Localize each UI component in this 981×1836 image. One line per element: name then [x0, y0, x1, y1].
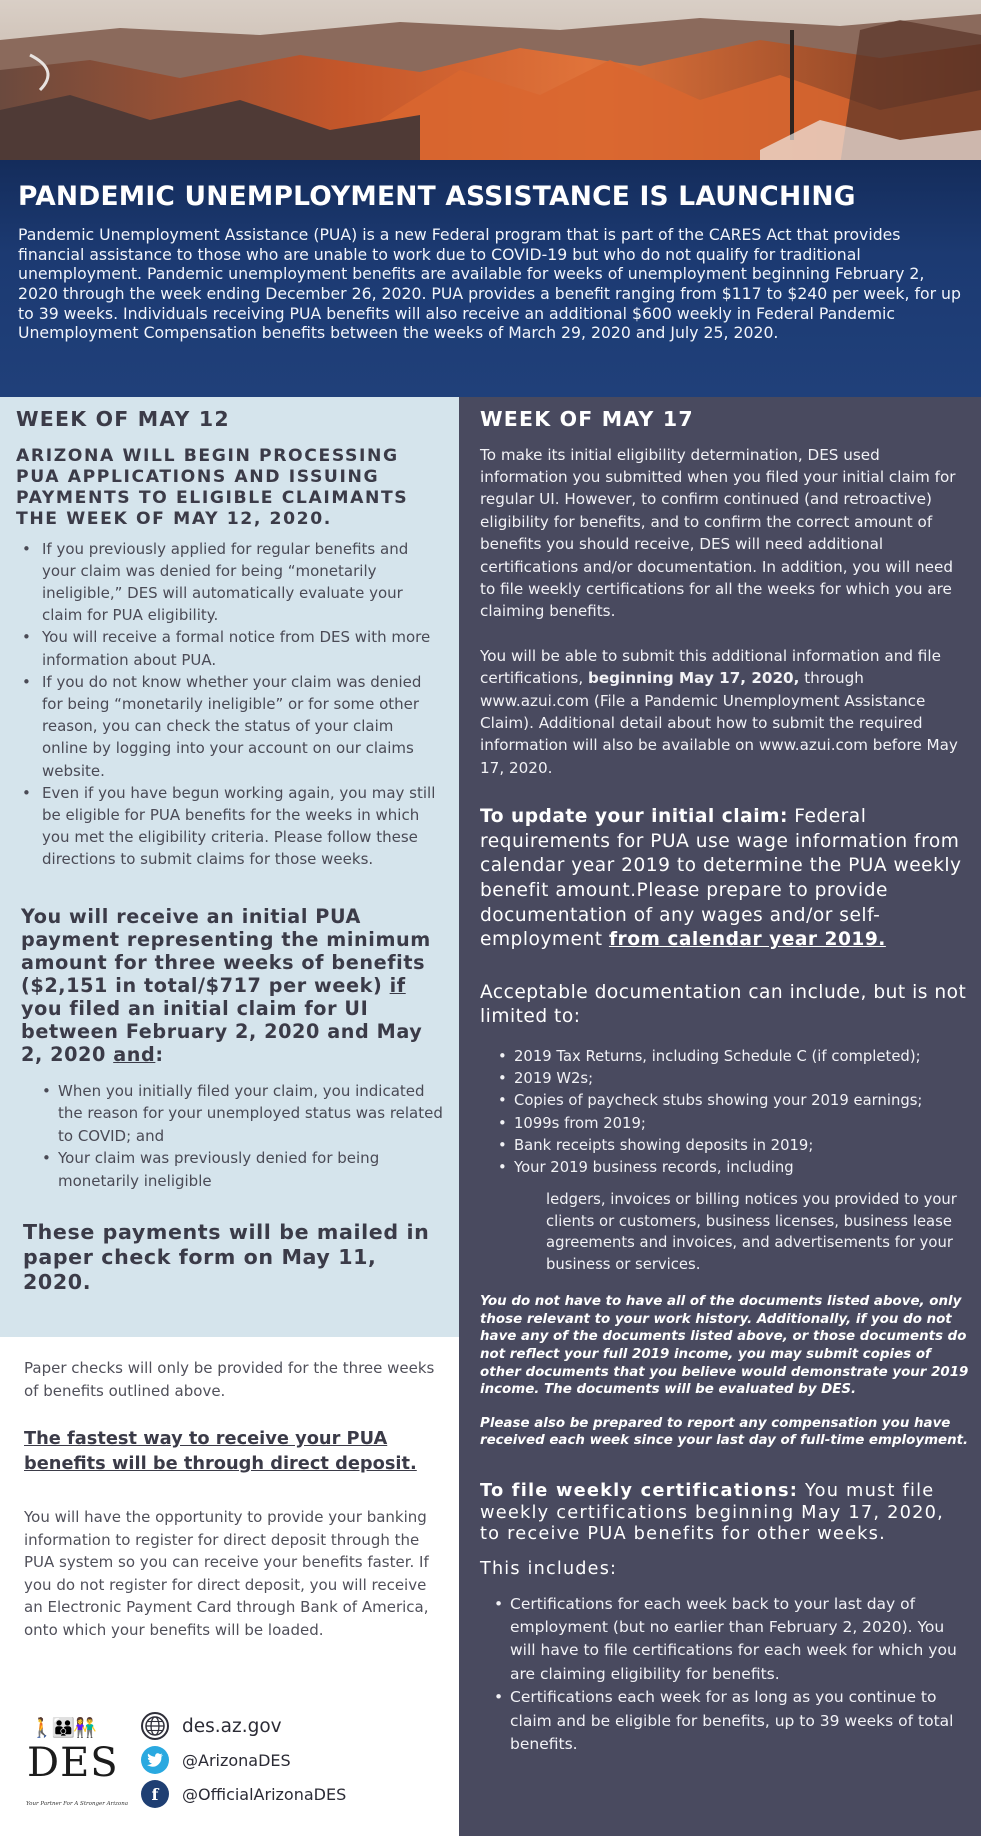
left-shaded-panel	[0, 397, 459, 1337]
submit-info-text-2: through www.azui.com (File a Pandemic Unemployment Assistance Claim). Additional detail about how to submit the required information will also be available on www.azui.com before May 17, 2020.	[480, 669, 958, 777]
business-records-detail: ledgers, invoices or billing notices you provided to your clients or customers, business licenses, business lease agreements and invoices, and advertisements for your business or services.	[546, 1191, 957, 1273]
direct-deposit-heading: The fastest way to receive your PUA benefits will be through direct deposit.	[24, 1428, 417, 1474]
list-item: • Certifications for each week back to your last day of employment (but no earlier than February 2, 2020). You will have to file certifications for each week for which you are claiming eligibility for benefits.	[494, 1593, 969, 1687]
update-claim-underlined: from calendar year 2019.	[608, 929, 886, 951]
documents-list	[494, 1046, 969, 1179]
list-item: • 2019 W2s;	[494, 1068, 969, 1090]
direct-deposit-paragraph: You will have the opportunity to provide your banking information to register for direct deposit through the PUA system so you can receive your benefits faster. If you do not register for direct deposit, you will receive an Electronic Payment Card through Bank of America, onto which your benefits will be loaded.	[24, 1508, 429, 1639]
list-item: • Certifications each week for as long as you continue to claim and be eligible for benefits, up to 39 weeks of total benefits.	[494, 1686, 969, 1756]
globe-icon	[141, 1712, 169, 1740]
update-claim-label: To update your initial claim:	[480, 806, 788, 828]
mailed-statement: These payments will be mailed in paper check form on May 11, 2020.	[23, 1220, 430, 1295]
des-logo	[24, 1717, 129, 1809]
facebook-link[interactable]	[141, 1777, 346, 1811]
list-item: • Bank receipts showing deposits in 2019;	[494, 1135, 969, 1157]
weekly-certifications-label: To file weekly certifications:	[480, 1480, 799, 1501]
twitter-icon	[141, 1746, 169, 1774]
acceptable-docs-heading: Acceptable documentation can include, but is not limited to:	[480, 981, 967, 1028]
payment-colon: :	[155, 1042, 164, 1066]
payment-text-1: You will receive an initial PUA payment representing the minimum amount for three weeks of benefits ($2,151 in total/$717 per week)	[21, 904, 431, 997]
twitter-link[interactable]	[141, 1743, 346, 1777]
family-figures-icon: 🚶👪👫	[30, 1717, 95, 1739]
documents-note: You do not have to have all of the documents listed above, only those relevant to your work history. Additionally, if you do not have any of the documents listed above, or those documents do not reflect your full 2019 income, you may submit copies of other documents that you believe would demonstrate your 2019 income. The documents will be evaluated by DES.	[480, 1294, 969, 1398]
weekly-certifications-section	[480, 1480, 969, 1545]
eligibility-determination-paragraph: To make its initial eligibility determination, DES used information you submitted when you filed your initial claim for regular UI. However, to confirm continued (and retroactive) eligibility for benefits, and to confirm the correct amount of benefits you should receive, DES will need additional certifications and/or documentation. In addition, you will need to file weekly certifications for all the weeks for which you are claiming benefits.	[480, 445, 956, 621]
payment-text-2: you filed an initial claim for UI between February 2, 2020 and May 2, 2020	[21, 996, 423, 1066]
list-item: • You will receive a formal notice from DES with more information about PUA.	[16, 626, 443, 670]
compensation-note: Please also be prepared to report any compensation you have received each week since your last day of full-time employment.	[480, 1415, 969, 1449]
website-link[interactable]	[141, 1709, 346, 1743]
list-item: • Copies of paycheck stubs showing your 2019 earnings;	[494, 1090, 969, 1112]
weekly-certifications-text: You must file weekly certifications beginning May 17, 2020, to receive PUA benefits for other weeks.	[480, 1480, 945, 1544]
left-column	[0, 397, 459, 1641]
submit-info-text-1: You will be able to submit this additional information and file certifications,	[480, 646, 941, 688]
list-item: • Your claim was previously denied for being monetarily ineligible	[36, 1147, 443, 1192]
twitter-handle: @ArizonaDES	[182, 1750, 291, 1770]
paper-checks-note: Paper checks will only be provided for the three weeks of benefits outlined above.	[24, 1359, 435, 1400]
intro-paragraph: Pandemic Unemployment Assistance (PUA) is a new Federal program that is part of the CARES Act that provides financial assistance to those who are unable to work due to COVID-19 but who do not qualify for traditional unemployment. Pandemic unemployment benefits are available for weeks of unemployment beginning February 2, 2020 through the week ending December 26, 2020. PUA provides a benefit ranging from $117 to $240 per week, for up to 39 weeks. Individuals receiving PUA benefits will also receive an additional $600 weekly in Federal Pandemic Unemployment Compensation benefits between the weeks of March 29, 2020 and July 25, 2020.	[18, 225, 961, 343]
list-item: • If you do not know whether your claim was denied for being “monetarily ineligible” or for some other reason, you can check the status of your claim online by logging into your account on our claims website.	[16, 671, 443, 782]
list-item: • When you initially filed your claim, you indicated the reason for your unemployed status was related to COVID; and	[36, 1080, 443, 1148]
facebook-handle: @OfficialArizonaDES	[182, 1784, 347, 1804]
payment-if-underlined: if	[389, 973, 406, 997]
initial-payment-statement	[21, 905, 443, 1066]
week-may-12-heading: WEEK OF MAY 12	[16, 407, 230, 431]
hero-canyon-photo	[0, 0, 981, 165]
contact-links	[141, 1709, 346, 1811]
list-item: • If you previously applied for regular benefits and your claim was denied for being “monetarily ineligible,” DES will automatically evaluate your claim for PUA eligibility.	[16, 538, 443, 627]
update-claim-text: Federal requirements for PUA use wage information from calendar year 2019 to determine the PUA weekly benefit amount.Please prepare to provide documentation of any wages and/or self-employment	[480, 806, 962, 951]
website-text: des.az.gov	[182, 1715, 282, 1737]
submit-info-date: beginning May 17, 2020,	[588, 669, 800, 688]
facebook-icon: f	[141, 1780, 169, 1808]
header-banner	[0, 160, 981, 397]
payment-conditions-list	[36, 1080, 443, 1193]
processing-subheading: ARIZONA WILL BEGIN PROCESSING PUA APPLICATIONS AND ISSUING PAYMENTS TO ELIGIBLE CLAIMANTS THE WEEK OF MAY 12, 2020.	[16, 445, 409, 529]
eligibility-bullet-list	[16, 538, 443, 871]
payment-and-underlined: and	[113, 1042, 156, 1066]
list-item: • Even if you have begun working again, you may still be eligible for PUA benefits for the weeks in which you met the eligibility criteria. Please follow these directions to submit claims for those weeks.	[16, 782, 443, 871]
week-may-17-heading: WEEK OF MAY 17	[480, 407, 694, 431]
main-title: PANDEMIC UNEMPLOYMENT ASSISTANCE IS LAUNCHING	[18, 181, 856, 212]
list-item: • 2019 Tax Returns, including Schedule C (if completed);	[494, 1046, 969, 1068]
footer	[24, 1709, 444, 1809]
des-tagline: Your Partner For A Stronger Arizona	[26, 1801, 129, 1807]
includes-heading: This includes:	[480, 1558, 618, 1579]
list-item: • 1099s from 2019;	[494, 1113, 969, 1135]
certifications-list	[494, 1593, 969, 1757]
right-column	[459, 397, 981, 1836]
update-claim-section	[480, 805, 969, 953]
canyon-illustration	[0, 0, 981, 165]
list-item: • Your 2019 business records, including	[494, 1157, 969, 1179]
des-logo-text: DES	[27, 1740, 119, 1786]
submit-info-paragraph	[480, 645, 969, 779]
left-white-panel	[0, 1337, 459, 1641]
